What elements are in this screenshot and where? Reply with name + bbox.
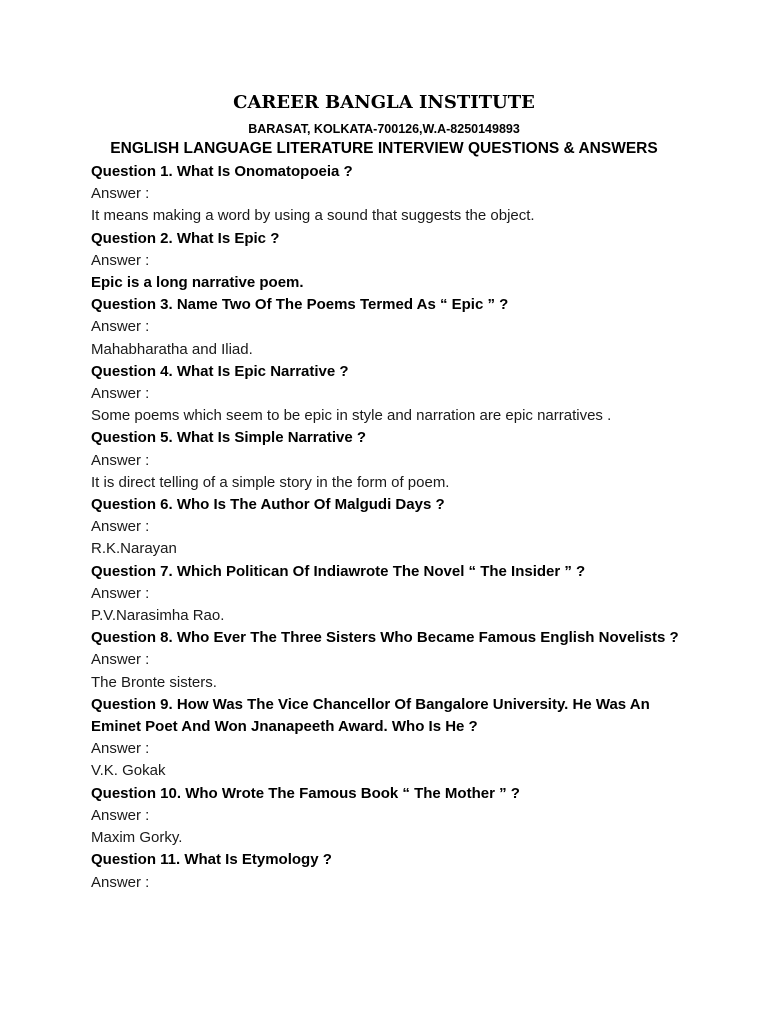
question-text: Question 2. What Is Epic ? (91, 229, 280, 247)
institute-address: BARASAT, KOLKATA-700126,W.A-8250149893 (248, 122, 520, 136)
answer-text: The Bronte sisters. (91, 673, 217, 691)
question-text: Question 6. Who Is The Author Of Malgudi Days ? (91, 496, 445, 514)
answer-label: Answer : (91, 318, 150, 336)
answer-text: Some poems which seem to be epic in style and narration are epic narratives . (91, 407, 612, 425)
qa-item (91, 161, 691, 228)
qa-item (91, 361, 691, 428)
question-text: Question 5. What Is Simple Narrative ? (91, 429, 367, 447)
answer-label: Answer : (91, 385, 150, 403)
qa-item (91, 694, 691, 783)
question-text: Question 9. How Was The Vice Chancellor Of Bangalore University. He Was An Eminet Poet And Won Jnanapeeth Award. Who Is He ? (91, 695, 650, 736)
qa-item (91, 561, 691, 628)
answer-text: It means making a word by using a sound that suggests the object. (91, 207, 535, 225)
answer-label: Answer : (91, 451, 150, 469)
qa-item (91, 494, 691, 561)
qa-item (91, 849, 691, 893)
answer-label: Answer : (91, 651, 150, 669)
question-text: Question 7. Which Politican Of Indiawrote The Novel “ The Insider ” ? (91, 562, 586, 580)
answer-text: Mahabharatha and Iliad. (91, 340, 253, 358)
answer-label: Answer : (91, 740, 150, 758)
qa-item (91, 228, 691, 295)
answer-label: Answer : (91, 518, 150, 536)
question-text: Question 10. Who Wrote The Famous Book “ The Mother ” ? (91, 784, 520, 802)
document-subject: ENGLISH LANGUAGE LITERATURE INTERVIEW QUESTIONS & ANSWERS (110, 140, 658, 157)
answer-text: V.K. Gokak (91, 762, 166, 780)
answer-text: It is direct telling of a simple story in the form of poem. (91, 473, 450, 491)
answer-label: Answer : (91, 806, 150, 824)
question-text: Question 3. Name Two Of The Poems Termed As “ Epic ” ? (91, 296, 509, 314)
answer-text: Maxim Gorky. (91, 829, 183, 847)
answer-text: R.K.Narayan (91, 540, 177, 558)
question-text: Question 1. What Is Onomatopoeia ? (91, 163, 353, 180)
institute-title: CAREER BANGLA INSTITUTE (233, 92, 535, 113)
question-text: Question 8. Who Ever The Three Sisters Who Became Famous English Novelists ? (91, 629, 679, 647)
qa-item (91, 294, 691, 361)
answer-label: Answer : (91, 584, 150, 602)
answer-label: Answer : (91, 251, 150, 269)
qa-item (91, 627, 691, 694)
answer-text: P.V.Narasimha Rao. (91, 607, 225, 625)
question-text: Question 11. What Is Etymology ? (91, 851, 332, 869)
qa-list (91, 161, 691, 894)
answer-text: Epic is a long narrative poem. (91, 274, 304, 292)
qa-item (91, 427, 691, 494)
qa-item (91, 783, 691, 850)
answer-label: Answer : (91, 185, 150, 203)
question-text: Question 4. What Is Epic Narrative ? (91, 362, 349, 380)
answer-label: Answer : (91, 873, 150, 891)
